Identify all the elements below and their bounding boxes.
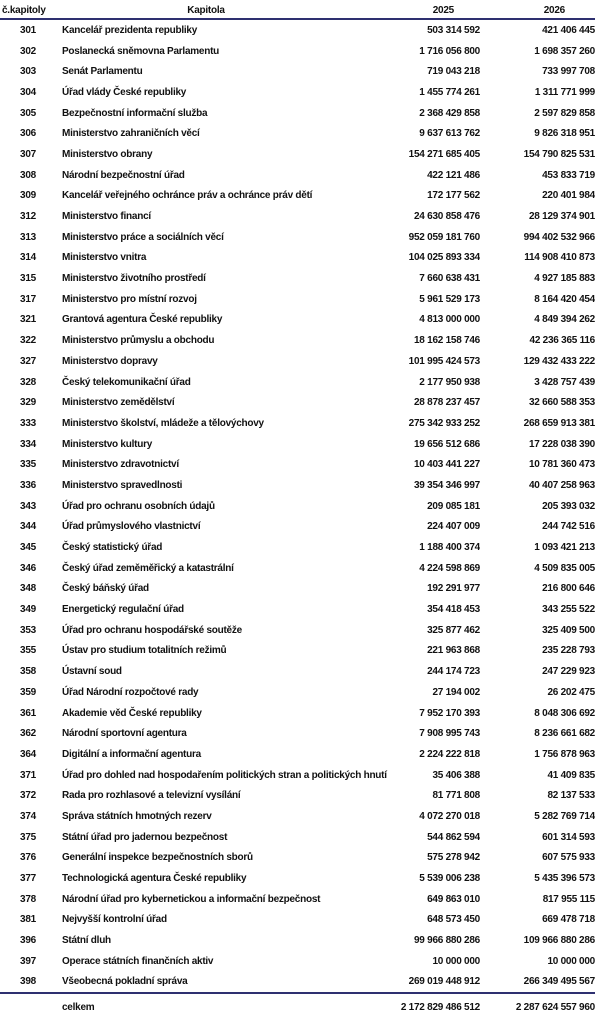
chapter-name-cell: Digitální a informační agentura [62,748,201,760]
chapter-number-cell: 306 [20,128,36,140]
table-row [0,123,595,144]
chapter-number-cell: 377 [20,873,36,885]
value-2025-cell: 422 121 486 [427,169,480,181]
value-2026-cell: 1 756 878 963 [534,748,595,760]
value-2025-cell: 154 271 685 405 [408,148,480,160]
value-2025-cell: 719 043 218 [427,66,480,78]
value-2025-cell: 104 025 893 334 [408,252,480,264]
value-2026-cell: 8 164 420 454 [534,293,595,305]
chapter-number-cell: 355 [20,645,36,657]
table-row [0,372,595,393]
value-2026-cell: 216 800 646 [542,583,595,595]
value-2025-cell: 544 862 594 [427,831,480,843]
chapter-number-cell: 317 [20,293,36,305]
chapter-name-cell: Ministerstvo zdravotnictví [62,459,179,471]
table-row [0,392,595,413]
chapter-number-cell: 381 [20,914,36,926]
chapter-number-cell: 343 [20,500,36,512]
chapter-number-cell: 344 [20,521,36,533]
total-label: celkem [56,993,356,1021]
chapter-name-cell: Energetický regulační úřad [62,604,184,616]
chapter-name-cell: Ministerstvo spravedlnosti [62,479,183,491]
table-row [0,144,595,165]
table-row [0,537,595,558]
total-row [0,993,595,1021]
value-2026-cell: 247 229 923 [542,666,595,678]
chapter-name-cell: Úřad Národní rozpočtové rady [62,686,199,698]
table-row [0,454,595,475]
value-2025-cell: 221 963 868 [427,645,480,657]
value-2026-cell: 129 432 433 222 [523,355,595,367]
chapter-number-cell: 335 [20,459,36,471]
value-2026-cell: 5 435 396 573 [534,873,595,885]
chapter-name-cell: Poslanecká sněmovna Parlamentu [62,45,220,57]
chapter-name-cell: Ústavní soud [62,666,122,678]
chapter-number-cell: 322 [20,335,36,347]
value-2025-cell: 2 224 222 818 [419,748,480,760]
value-2026-cell: 453 833 719 [542,169,595,181]
value-2026-cell: 607 575 933 [542,852,595,864]
value-2025-cell: 192 291 977 [427,583,480,595]
chapter-name-cell: Český báňský úřad [62,583,149,595]
table-row [0,930,595,951]
table-row [0,330,595,351]
value-2025-cell: 2 368 429 858 [419,107,480,119]
value-2026-cell: 325 409 500 [542,624,595,636]
table-row [0,496,595,517]
table-row [0,703,595,724]
table-row [0,744,595,765]
value-2026-cell: 42 236 365 116 [529,335,595,347]
chapter-name-cell: Ministerstvo obrany [62,148,153,160]
chapter-name-cell: Státní dluh [62,935,111,947]
col-header-chapter-no: č.kapitoly [0,0,56,19]
table-row [0,868,595,889]
chapter-name-cell: Úřad průmyslového vlastnictví [62,521,201,533]
table-row [0,82,595,103]
table-row [0,910,595,931]
chapter-name-cell: Ministerstvo průmyslu a obchodu [62,335,215,347]
value-2026-cell: 1 093 421 213 [534,542,595,554]
table-header [0,0,595,19]
value-2026-cell: 220 401 984 [542,190,595,202]
chapter-name-cell: Ústav pro studium totalitních režimů [62,645,227,657]
table-row [0,765,595,786]
table-row [0,682,595,703]
chapter-name-cell: Ministerstvo financí [62,211,151,223]
chapter-number-cell: 304 [20,86,36,98]
chapter-number-cell: 305 [20,107,36,119]
value-2025-cell: 244 174 723 [427,666,480,678]
chapter-number-cell: 362 [20,728,36,740]
value-2025-cell: 2 177 950 938 [419,376,480,388]
value-2026-cell: 4 849 394 262 [534,314,595,326]
value-2025-cell: 19 656 512 686 [413,438,480,450]
header-row [0,0,595,19]
table-row [0,103,595,124]
chapter-name-cell: Ministerstvo dopravy [62,355,158,367]
chapter-number-cell: 364 [20,748,36,760]
value-2026-cell: 266 349 495 567 [523,976,595,988]
value-2025-cell: 952 059 181 760 [408,231,480,243]
chapter-number-cell: 361 [20,707,36,719]
value-2026-cell: 601 314 593 [542,831,595,843]
value-2026-cell: 40 407 258 963 [528,479,595,491]
chapter-name-cell: Úřad pro ochranu osobních údajů [62,500,215,512]
chapter-number-cell: 346 [20,562,36,574]
chapter-name-cell: Národní sportovní agentura [62,728,187,740]
value-2025-cell: 1 455 774 261 [419,86,480,98]
value-2026-cell: 28 129 374 901 [528,211,595,223]
value-2025-cell: 10 403 441 227 [413,459,480,471]
value-2026-cell: 5 282 769 714 [534,810,595,822]
chapter-number-cell: 333 [20,417,36,429]
chapter-name-cell: Ministerstvo životního prostředí [62,273,206,285]
value-2025-cell: 81 771 808 [432,790,480,802]
chapter-number-cell: 321 [20,314,36,326]
value-2026-cell: 2 597 829 858 [534,107,595,119]
chapter-name-cell: Senát Parlamentu [62,66,143,78]
chapter-number-cell: 303 [20,66,36,78]
value-2025-cell: 648 573 450 [427,914,480,926]
table-body [0,19,595,993]
chapter-name-cell: Nejvyšší kontrolní úřad [62,914,167,926]
chapter-name-cell: Operace státních finančních aktiv [62,955,214,967]
table-row [0,268,595,289]
table-row [0,413,595,434]
value-2026-cell: 32 660 588 353 [528,397,595,409]
chapter-name-cell: Technologická agentura České republiky [62,873,247,885]
value-2025-cell: 28 878 237 457 [413,397,480,409]
chapter-number-cell: 372 [20,790,36,802]
value-2025-cell: 269 019 448 912 [408,976,480,988]
chapter-number-cell: 396 [20,935,36,947]
table-row [0,827,595,848]
value-2026-cell: 10 781 360 473 [528,459,595,471]
chapter-name-cell: Úřad pro dohled nad hospodařením politických stran a politických hnutí [62,769,387,781]
total-empty-cell [0,993,56,1021]
chapter-name-cell: Ministerstvo práce a sociálních věcí [62,231,224,243]
value-2026-cell: 244 742 516 [542,521,595,533]
table-row [0,165,595,186]
value-2026-cell: 994 402 532 966 [523,231,595,243]
chapter-number-cell: 327 [20,355,36,367]
value-2025-cell: 503 314 592 [427,24,480,36]
value-2026-cell: 9 826 318 951 [534,128,595,140]
value-2025-cell: 101 995 424 573 [408,355,480,367]
table-row [0,620,595,641]
chapter-number-cell: 374 [20,810,36,822]
total-2026-value: 2 287 624 557 960 [480,993,595,1021]
value-2026-cell: 669 478 718 [542,914,595,926]
table-row [0,661,595,682]
value-2025-cell: 7 908 995 743 [419,728,480,740]
table-row [0,972,595,994]
chapter-number-cell: 302 [20,45,36,57]
table-row [0,186,595,207]
value-2025-cell: 99 966 880 286 [413,935,480,947]
chapter-number-cell: 378 [20,893,36,905]
value-2025-cell: 4 813 000 000 [419,314,480,326]
col-header-chapter: Kapitola [56,0,356,19]
value-2025-cell: 7 660 638 431 [419,273,480,285]
value-2026-cell: 8 048 306 692 [534,707,595,719]
chapter-number-cell: 398 [20,976,36,988]
value-2026-cell: 4 509 835 005 [534,562,595,574]
value-2025-cell: 4 224 598 869 [419,562,480,574]
chapter-number-cell: 315 [20,273,36,285]
table-row [0,599,595,620]
value-2026-cell: 17 228 038 390 [528,438,595,450]
value-2026-cell: 154 790 825 531 [523,148,595,160]
table-row [0,806,595,827]
chapter-name-cell: Národní úřad pro kybernetickou a informační bezpečnost [62,893,321,905]
chapter-number-cell: 301 [20,24,36,36]
chapter-name-cell: Všeobecná pokladní správa [62,976,188,988]
chapter-number-cell: 375 [20,831,36,843]
chapter-name-cell: Grantová agentura České republiky [62,314,223,326]
value-2025-cell: 7 952 170 393 [419,707,480,719]
value-2025-cell: 5 961 529 173 [419,293,480,305]
chapter-name-cell: Ministerstvo pro místní rozvoj [62,293,197,305]
chapter-number-cell: 308 [20,169,36,181]
chapter-name-cell: Kancelář prezidenta republiky [62,24,198,36]
table-row [0,848,595,869]
table-row [0,951,595,972]
value-2025-cell: 209 085 181 [427,500,480,512]
value-2026-cell: 421 406 445 [542,24,595,36]
table-row [0,475,595,496]
table-row [0,641,595,662]
chapter-number-cell: 336 [20,479,36,491]
col-header-2026: 2026 [480,0,595,19]
table-row [0,579,595,600]
chapter-number-cell: 314 [20,252,36,264]
value-2026-cell: 205 393 032 [542,500,595,512]
value-2026-cell: 817 955 115 [542,893,595,905]
value-2026-cell: 82 137 533 [547,790,595,802]
chapter-name-cell: Rada pro rozhlasové a televizní vysílání [62,790,241,802]
table-row [0,723,595,744]
total-2025-value: 2 172 829 486 512 [356,993,480,1021]
value-2025-cell: 575 278 942 [427,852,480,864]
chapter-name-cell: Úřad pro ochranu hospodářské soutěže [62,624,242,636]
table-footer [0,993,595,1021]
value-2025-cell: 4 072 270 018 [419,810,480,822]
table-row [0,289,595,310]
table-row [0,41,595,62]
chapter-number-cell: 345 [20,542,36,554]
chapter-name-cell: Kancelář veřejného ochránce práv a ochránce práv dětí [62,190,313,202]
chapter-number-cell: 328 [20,376,36,388]
table-row [0,351,595,372]
table-row [0,889,595,910]
chapter-name-cell: Národní bezpečnostní úřad [62,169,185,181]
value-2025-cell: 172 177 562 [427,190,480,202]
chapter-name-cell: Český telekomunikační úřad [62,376,191,388]
chapter-name-cell: Český statistický úřad [62,542,163,554]
value-2025-cell: 1 716 056 800 [419,45,480,57]
chapter-number-cell: 359 [20,686,36,698]
value-2025-cell: 224 407 009 [427,521,480,533]
value-2026-cell: 1 698 357 260 [534,45,595,57]
chapter-number-cell: 313 [20,231,36,243]
chapter-number-cell: 376 [20,852,36,864]
value-2026-cell: 235 228 793 [542,645,595,657]
chapter-number-cell: 349 [20,604,36,616]
value-2025-cell: 27 194 002 [432,686,480,698]
chapter-name-cell: Ministerstvo kultury [62,438,153,450]
chapter-number-cell: 334 [20,438,36,450]
value-2026-cell: 26 202 475 [547,686,595,698]
value-2025-cell: 325 877 462 [427,624,480,636]
chapter-name-cell: Ministerstvo vnitra [62,252,147,264]
col-header-2025: 2025 [356,0,480,19]
value-2026-cell: 3 428 757 439 [534,376,595,388]
chapter-name-cell: Správa státních hmotných rezerv [62,810,212,822]
chapter-name-cell: Ministerstvo zahraničních věcí [62,128,200,140]
value-2025-cell: 10 000 000 [432,955,480,967]
chapter-number-cell: 307 [20,148,36,160]
value-2026-cell: 268 659 913 381 [523,417,595,429]
value-2025-cell: 24 630 858 476 [413,211,480,223]
table-row [0,248,595,269]
value-2025-cell: 18 162 158 746 [413,335,480,347]
value-2025-cell: 39 354 346 997 [413,479,480,491]
value-2026-cell: 4 927 185 883 [534,273,595,285]
value-2025-cell: 275 342 933 252 [408,417,480,429]
chapter-name-cell: Český úřad zeměměřický a katastrální [62,562,234,574]
table-row [0,206,595,227]
table-row [0,310,595,331]
value-2026-cell: 109 966 880 286 [523,935,595,947]
chapter-number-cell: 329 [20,397,36,409]
chapter-number-cell: 312 [20,211,36,223]
chapter-name-cell: Akademie věd České republiky [62,707,202,719]
chapter-name-cell: Generální inspekce bezpečnostních sborů [62,852,253,864]
value-2026-cell: 114 908 410 873 [524,252,595,264]
chapter-name-cell: Ministerstvo školství, mládeže a tělovýchovy [62,417,264,429]
value-2026-cell: 1 311 771 999 [534,86,595,98]
table-row [0,434,595,455]
value-2025-cell: 5 539 006 238 [419,873,480,885]
value-2026-cell: 8 236 661 682 [534,728,595,740]
value-2025-cell: 9 637 613 762 [419,128,480,140]
value-2025-cell: 354 418 453 [427,604,480,616]
table-row [0,517,595,538]
chapter-number-cell: 309 [20,190,36,202]
chapter-name-cell: Státní úřad pro jadernou bezpečnost [62,831,228,843]
value-2025-cell: 649 863 010 [427,893,480,905]
chapter-name-cell: Úřad vlády České republiky [62,86,187,98]
chapter-number-cell: 371 [20,769,36,781]
chapter-number-cell: 353 [20,624,36,636]
chapter-name-cell: Bezpečnostní informační služba [62,107,208,119]
chapter-number-cell: 397 [20,955,36,967]
chapter-number-cell: 358 [20,666,36,678]
chapter-name-cell: Ministerstvo zemědělství [62,397,175,409]
table-row [0,227,595,248]
table-row [0,558,595,579]
value-2025-cell: 35 406 388 [432,769,480,781]
chapter-number-cell: 348 [20,583,36,595]
value-2025-cell: 1 188 400 374 [419,542,480,554]
table-row [0,785,595,806]
value-2026-cell: 343 255 522 [542,604,595,616]
value-2026-cell: 733 997 708 [542,66,595,78]
value-2026-cell: 41 409 835 [547,769,595,781]
table-row [0,61,595,82]
value-2026-cell: 10 000 000 [547,955,595,967]
table-row [0,19,595,41]
